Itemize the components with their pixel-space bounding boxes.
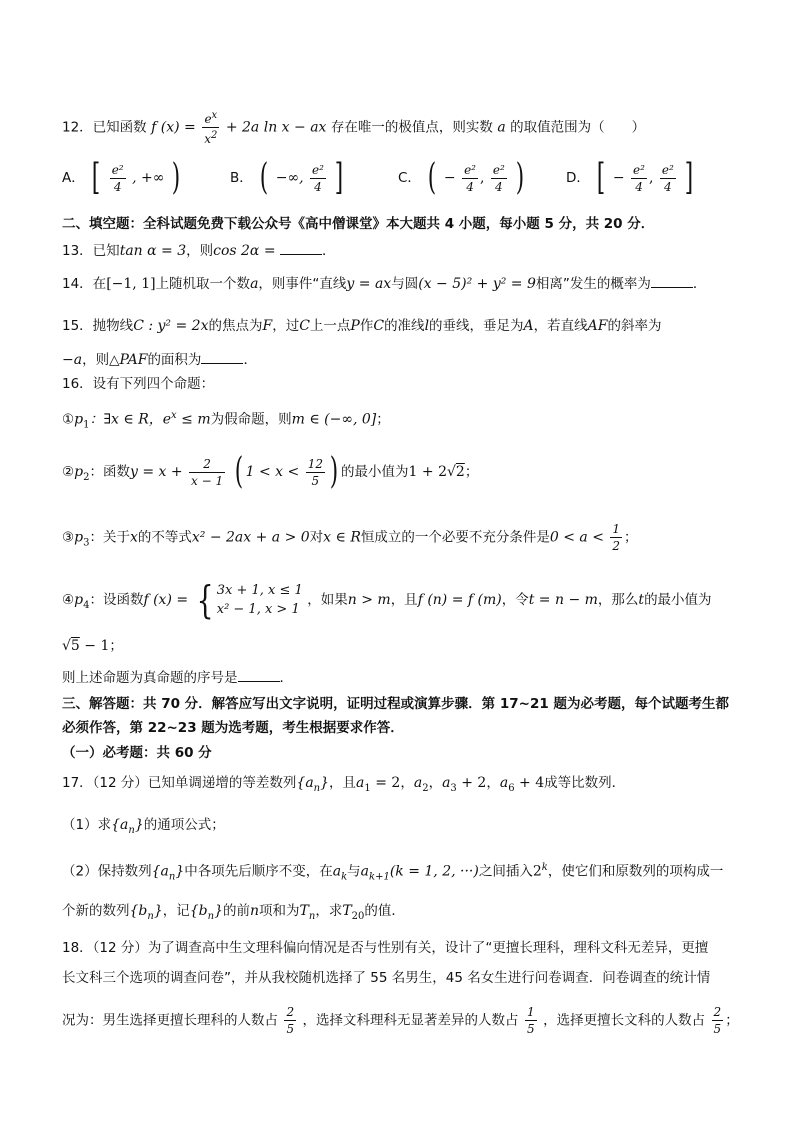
question-14: 14．在[−1, 1]上随机取一个数a，则事件“直线y = ax与圆(x − 5)² + y² = 9相离”发生的概率为 ． [62, 273, 706, 294]
q12-tail: 存在唯一的极值点，则实数 [330, 119, 493, 136]
q12-option-b[interactable]: B． ( −∞, $\frac{\text{e²}}{4}$ ] [230, 157, 344, 198]
q12-func-rest: + 2a ln x − ax [225, 119, 327, 136]
q12-option-a[interactable]: A． [ $\frac{\text{e²}}{4}$ , +∞ ) [62, 157, 181, 198]
q16-proposition-4: $④p_4$：设函数f (x) = { 3x + 1, x ≤ 1 x² − 1, x > 1 ，如果n > m，且f (n) = f (m)，令t = n − m，那么t的最小值为 [62, 578, 712, 622]
q16-conclusion: 则上述命题为真命题的序号是 ． [62, 667, 293, 688]
q16-proposition-2: $②p_2$：函数y = x + $\frac{2}{x - 1}$ ( 1 < x < $\frac{12}{5}$ ) 的最小值为1 + 2√2； [62, 451, 479, 492]
q17-part-1: （1）求$\{a_n\}$的通项公式； [62, 817, 225, 836]
q16-proposition-4-line-2: √5 − 1； [62, 638, 123, 654]
question-18-line-1: 18．（12 分）为了调查高中生文理科偏向情况是否与性别有关，设计了“更擅长理科，理科文科无差异，更擅 [62, 940, 709, 956]
question-15-line-2: −a，则△PAF的面积为 ． [62, 349, 257, 370]
section-3-heading-line-2: 必须作答，第 22~23 题为选考题，考生根据要求作答． [62, 720, 404, 736]
q16-proposition-3: $③p_3$：关于x的不等式x² − 2ax + a > 0对x ∈ R恒成立的一个必要不充分条件是0 < a < $\frac{1}{2}$ ； [62, 522, 638, 553]
q12-var: a [497, 119, 506, 136]
q17-part-2-line-2: 个新的数列$\{b_n\}$，记$\{b_n\}$的前n项和为$T_n$，求$T_{20}$的值． [62, 903, 405, 922]
q12-func-lhs: f (x) = [151, 119, 196, 136]
question-17: 17．（12 分）已知单调递增的等差数列$\{a_n\}$，且$a_1 = 2$，$a_2$，$a_3 + 2$，$a_6 + 4$成等比数列． [62, 775, 626, 794]
q16-answer-blank[interactable] [238, 667, 280, 682]
section-3-heading-line-1: 三、解答题：共 70 分．解答应写出文字说明，证明过程或演算步骤．第 17~21 题为必考题，每个试题考生都 [62, 696, 729, 712]
question-12 [62, 108, 645, 147]
q15-answer-blank[interactable] [201, 349, 243, 364]
q12-number: 12．已知函数 [62, 119, 147, 136]
q13-answer-blank[interactable] [280, 240, 322, 255]
q16-proposition-1: $①p_1$：∃x ∈ R，$e^x \le m$为假命题，则m ∈ (−∞, 0]； [62, 410, 390, 431]
q12-option-d[interactable]: D． [ − $\frac{\text{e²}}{4}$ , $\frac{\text{e²}}{4}$ ] [566, 157, 694, 198]
question-18-line-2: 长文科三个选项的调查问卷”，并从我校随机选择了 55 名男生，45 名女生进行问卷调查．问卷调查的统计情 [62, 970, 711, 986]
section-3-subheading: （一）必考题：共 60 分 [62, 745, 212, 761]
q12-tail2: 的取值范围为（ ） [510, 119, 646, 136]
question-18-line-3: 况为：男生选择更擅长理科的人数占 $\frac{2}{5}$ ，选择文科理科无显著差异的人数占 $\frac{1}{5}$ ，选择更擅长文科的人数占 $\frac{2}{5}$ ； [62, 1005, 739, 1036]
question-15-line-1: 15．抛物线C : y² = 2x的焦点为F，过C上一点P作C的准线l的垂线，垂足为A，若直线AF的斜率为 [62, 318, 662, 334]
q12-option-c[interactable]: C． ( − $\frac{\text{e²}}{4}$ , $\frac{\text{e²}}{4}$ ) [398, 157, 525, 198]
question-16-intro: 16．设有下列四个命题： [62, 376, 215, 392]
section-2-heading: 二、填空题：全科试题免费下载公众号《高中僧课堂》本大题共 4 小题，每小题 5 分，共 20 分． [62, 216, 655, 232]
question-13: 13．已知tan α = 3，则cos 2α = ． [62, 240, 336, 261]
q17-part-2: （2）保持数列$\{a_n\}$中各项先后顺序不变，在$a_k$与$a_{k+1}(k = 1$, 2, ···)之间插入2$^k$，使它们和原数列的项构成一 [62, 862, 724, 883]
q14-answer-blank[interactable] [651, 273, 693, 288]
q12-fraction: $\frac{e^x}{x^2}$ [204, 110, 218, 146]
